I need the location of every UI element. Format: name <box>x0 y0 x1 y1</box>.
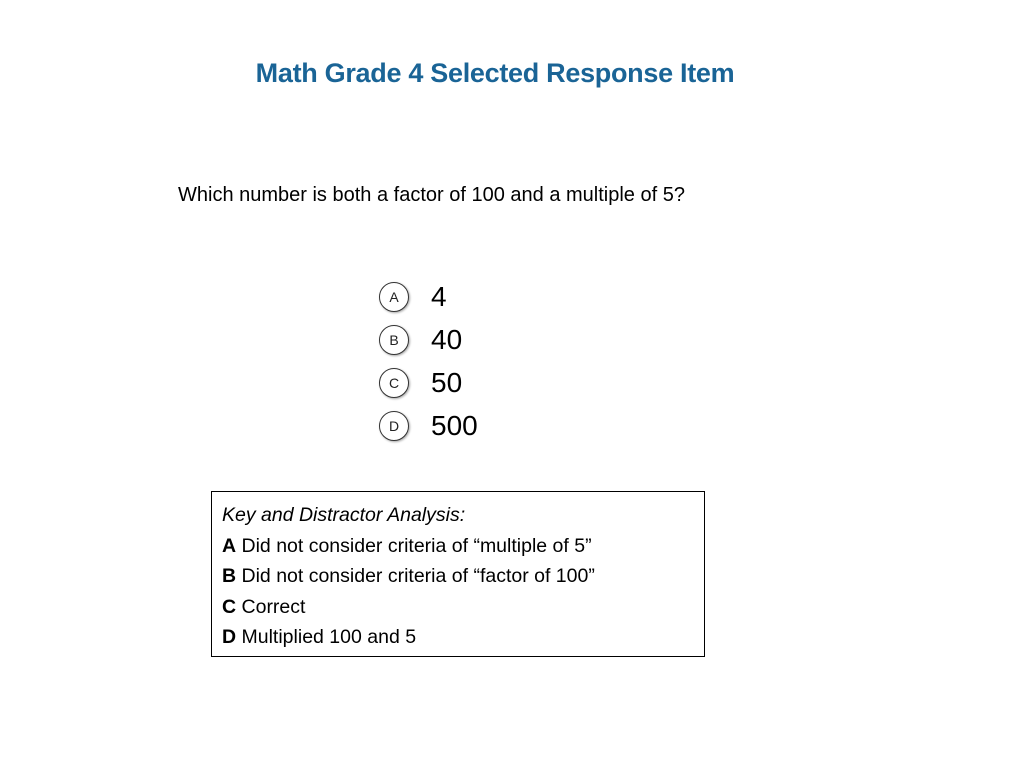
analysis-heading: Key and Distractor Analysis: <box>222 504 466 526</box>
analysis-key-a: A <box>222 534 237 557</box>
option-a-bubble[interactable]: A <box>379 282 409 312</box>
analysis-text-a: Did not consider criteria of “multiple of 5” <box>236 534 592 557</box>
page-title: Math Grade 4 Selected Response Item <box>255 58 735 88</box>
option-c[interactable] <box>379 361 478 404</box>
analysis-line-b <box>222 561 694 592</box>
answer-options <box>379 275 478 447</box>
option-c-bubble[interactable]: C <box>379 368 409 398</box>
option-d-value: 500 <box>431 409 478 441</box>
analysis-text-c: Correct <box>236 595 306 618</box>
option-d-bubble[interactable]: D <box>379 411 409 441</box>
analysis-line-a <box>222 531 694 562</box>
option-a-value: 4 <box>431 280 447 312</box>
analysis-key-d: D <box>222 626 237 648</box>
analysis-line-c <box>222 592 694 623</box>
analysis-box <box>211 491 705 657</box>
option-b[interactable] <box>379 318 478 361</box>
analysis-key-b: B <box>222 565 237 587</box>
option-a[interactable] <box>379 275 478 318</box>
analysis-key-c: C <box>222 595 237 618</box>
option-b-value: 40 <box>431 323 463 355</box>
option-b-bubble[interactable]: B <box>379 325 409 355</box>
analysis-line-d <box>222 622 694 653</box>
option-d[interactable] <box>379 404 478 447</box>
question-text: Which number is both a factor of 100 and a multiple of 5? <box>178 184 685 206</box>
option-c-value: 50 <box>431 366 463 398</box>
analysis-text-d: Multiplied 100 and 5 <box>236 626 417 648</box>
analysis-text-b: Did not consider criteria of “factor of 100” <box>236 565 595 587</box>
